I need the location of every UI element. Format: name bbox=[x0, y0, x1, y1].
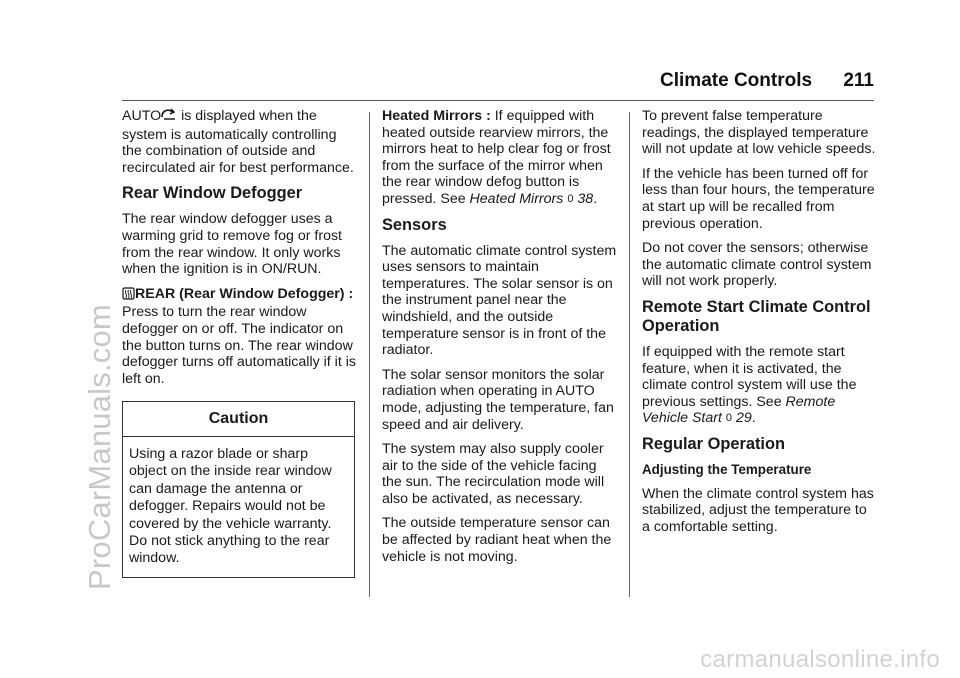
bottom-watermark: carmanualsonline.info bbox=[700, 646, 940, 673]
temperature-paragraph-2: If the vehicle has been turned off for less than four hours, the temperature at start up will be recalled from previous operation. bbox=[642, 165, 875, 232]
temperature-paragraph-1: To prevent false temperature readings, the displayed temperature will not update at low vehicle speeds. bbox=[642, 108, 876, 158]
sensors-paragraph-1: The automatic climate control system uses sensors to maintain temperatures. The solar sensor is on the instrument panel near the windshield, and the outside temperature sensor is in front of the radiator. bbox=[382, 242, 617, 359]
mirrors-reference-link[interactable]: Heated Mirrors bbox=[469, 190, 564, 207]
side-watermark: ProCarManuals.com bbox=[82, 304, 117, 590]
column-divider-1 bbox=[369, 112, 370, 597]
period: . bbox=[593, 190, 598, 207]
remote-start-reference-link[interactable]: Remote Vehicle Start bbox=[642, 393, 836, 427]
remote-start-page-ref[interactable]: 29 bbox=[735, 410, 752, 427]
auto-description: is displayed when the system is automatically controlling the combination of outside and recirculated air for best performance. bbox=[122, 108, 354, 176]
temperature-paragraph-3: Do not cover the sensors; otherwise the automatic climate control system will not work properly. bbox=[642, 240, 872, 290]
remote-start-heading: Remote Start Climate Control Operation bbox=[642, 297, 871, 335]
page-header bbox=[660, 70, 874, 92]
section-title: Climate Controls bbox=[660, 70, 813, 91]
rear-paragraph bbox=[122, 286, 357, 388]
regular-operation-heading: Regular Operation bbox=[642, 434, 785, 453]
caution-text: Using a razor blade or sharp object on the inside rear window can damage the antenna or defogger. Repairs would not be covered by the vehicle warranty. Do not stick anything to the rear window. bbox=[129, 445, 332, 567]
period: . bbox=[751, 410, 756, 427]
column-divider-2 bbox=[629, 112, 630, 597]
reference-arrow-icon: 0 bbox=[725, 412, 732, 425]
auto-label: AUTO bbox=[122, 108, 162, 124]
rear-description: Press to turn the rear window defogger on or off. The indicator on the button turns on. The rear window defogger turns off automatically if it is left on. bbox=[122, 304, 356, 387]
recirculation-auto-icon bbox=[161, 108, 177, 127]
mirrors-label: Heated Mirrors : bbox=[382, 108, 491, 124]
adjust-temperature-heading: Adjusting the Temperature bbox=[642, 461, 812, 477]
defogger-heading: Rear Window Defogger bbox=[122, 184, 303, 203]
sensors-paragraph-4: The outside temperature sensor can be affected by radiant heat when the vehicle is not moving. bbox=[382, 515, 612, 565]
defogger-paragraph: The rear window defogger uses a warming grid to remove fog or frost from the rear window. It only works when the ignition is in ON/RUN. bbox=[122, 211, 342, 278]
column-1 bbox=[122, 108, 357, 578]
adjust-temperature-paragraph: When the climate control system has stabilized, adjust the temperature to a comfortable setting. bbox=[642, 485, 874, 535]
mirrors-paragraph bbox=[382, 108, 617, 208]
sensors-heading: Sensors bbox=[382, 215, 447, 234]
rear-label: REAR (Rear Window Defogger) : bbox=[135, 285, 354, 302]
auto-paragraph bbox=[122, 108, 357, 176]
mirrors-description: If equipped with heated outside rearview mirrors, the mirrors heat to help clear fog or frost from the surface of the mirror when the rear window defog button is pressed. See bbox=[382, 108, 611, 207]
caution-title: Caution bbox=[123, 402, 354, 437]
caution-box bbox=[122, 401, 355, 577]
column-2 bbox=[382, 108, 617, 573]
rear-defogger-icon bbox=[122, 287, 135, 305]
remote-start-paragraph bbox=[642, 344, 877, 427]
reference-arrow-icon: 0 bbox=[567, 192, 574, 205]
column-3 bbox=[642, 108, 877, 543]
sensors-paragraph-2: The solar sensor monitors the solar radiation when operating in AUTO mode, adjusting the temperature, fan speed and air delivery. bbox=[382, 366, 614, 433]
mirrors-page-ref[interactable]: 38 bbox=[577, 190, 594, 207]
remote-start-description: If equipped with the remote start feature, when it is activated, the climate control system will use the previous settings. See bbox=[642, 343, 857, 410]
page-number: 211 bbox=[843, 70, 874, 91]
header-divider bbox=[122, 100, 874, 101]
sensors-paragraph-3: The system may also supply cooler air to the side of the vehicle facing the sun. The recirculation mode will also be activated, as necessary. bbox=[382, 441, 605, 507]
